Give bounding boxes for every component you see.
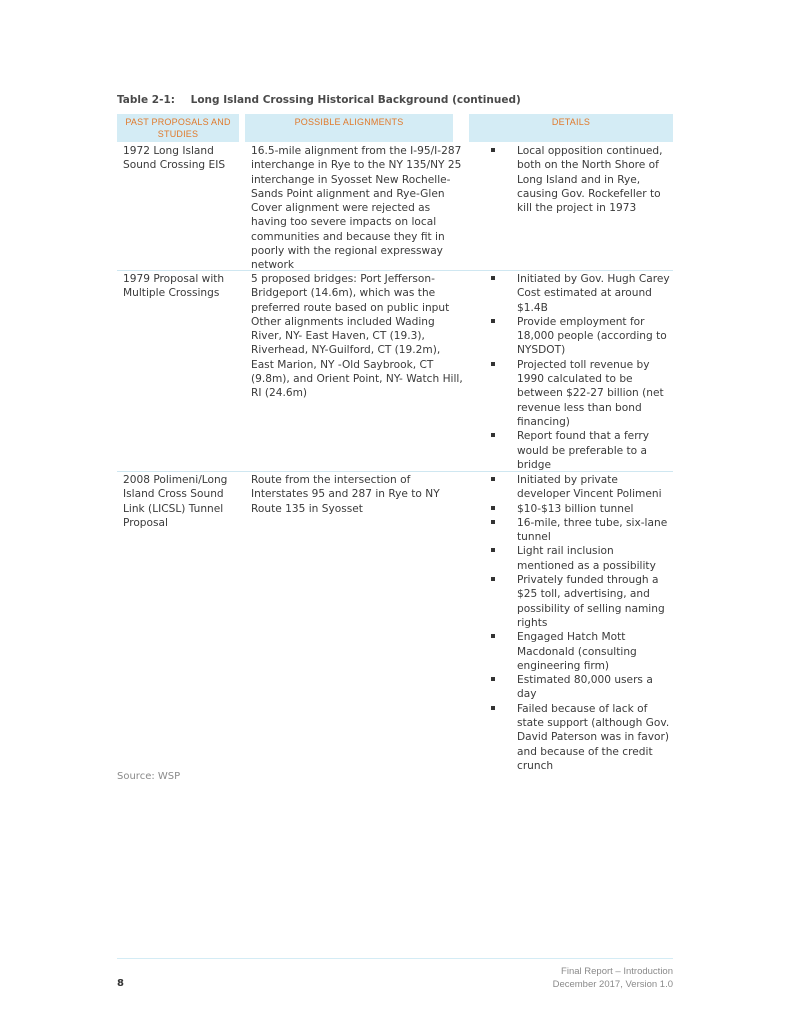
table-header (117, 114, 673, 143)
header-past-proposals: PAST PROPOSALS AND STUDIES (117, 114, 239, 142)
source-note: Source: WSP (117, 771, 181, 782)
details-cell (491, 272, 673, 472)
table-caption (117, 94, 521, 106)
header-possible-alignments: POSSIBLE ALIGNMENTS (245, 114, 453, 142)
study-cell: 1972 Long Island Sound Crossing EIS (123, 145, 226, 172)
detail-item: Light rail inclusion mentioned as a possibility (491, 544, 673, 573)
table-row (117, 271, 673, 472)
detail-item: Estimated 80,000 users a day (491, 673, 673, 702)
study-cell: 1979 Proposal with Multiple Crossings (123, 273, 225, 300)
detail-item: Failed because of lack of state support (although Gov. David Paterson was in favor) and because of the credit crunch (491, 702, 673, 773)
details-cell (491, 473, 673, 773)
table-number: Table 2-1: (117, 94, 175, 106)
alignment-cell: Route from the intersection of Interstates 95 and 287 in Rye to NY Route 135 in Syosset (251, 474, 440, 515)
page-number: 8 (117, 978, 124, 989)
detail-item: Engaged Hatch Mott Macdonald (consulting engineering firm) (491, 630, 673, 673)
footer-divider (117, 958, 673, 959)
footer-info (553, 965, 673, 991)
details-cell (491, 144, 673, 215)
footer-report: Final Report – Introduction (561, 966, 673, 977)
study-cell: 2008 Polimeni/Long Island Cross Sound Link (LICSL) Tunnel Proposal (123, 474, 228, 529)
detail-item: Provide employment for 18,000 people (according to NYSDOT) (491, 315, 673, 358)
detail-item: Initiated by Gov. Hugh Carey Cost estimated at around $1.4B (491, 272, 673, 315)
detail-item: Report found that a ferry would be preferable to a bridge (491, 429, 673, 472)
detail-item: $10-$13 billion tunnel (491, 502, 673, 516)
detail-item: Local opposition continued, both on the North Shore of Long Island and in Rye, causing Gov. Rockefeller to kill the project in 1973 (491, 144, 673, 215)
table-title: Long Island Crossing Historical Background (continued) (190, 94, 521, 106)
alignment-cell: 5 proposed bridges: Port Jefferson-Bridgeport (14.6m), which was the preferred route based on public input Other alignments included Wading River, NY- East Haven, CT (19.3), Riverhead, NY-Guilford, CT (19.2m), East Marion, NY -Old Saybrook, CT (9.8m), and Orient Point, NY- Watch Hill, RI (24.6m) (251, 273, 463, 400)
detail-item: Initiated by private developer Vincent Polimeni (491, 473, 673, 502)
table-row (117, 472, 673, 777)
alignment-cell: 16.5-mile alignment from the I-95/I-287 interchange in Rye to the NY 135/NY 25 interchange in Syosset New Rochelle-Sands Point alignment and Rye-Glen Cover alignment were rejected as having too severe impacts on local communities and because they fit in poorly with the regional expressway network (251, 145, 462, 272)
detail-item: Projected toll revenue by 1990 calculated to be between $22-27 billion (net revenue less than bond financing) (491, 358, 673, 429)
detail-item: Privately funded through a $25 toll, advertising, and possibility of selling naming rights (491, 573, 673, 630)
history-table (117, 114, 673, 777)
detail-item: 16-mile, three tube, six-lane tunnel (491, 516, 673, 545)
header-details: DETAILS (469, 114, 673, 142)
table-row (117, 143, 673, 271)
footer-date: December 2017, Version 1.0 (552, 979, 673, 990)
